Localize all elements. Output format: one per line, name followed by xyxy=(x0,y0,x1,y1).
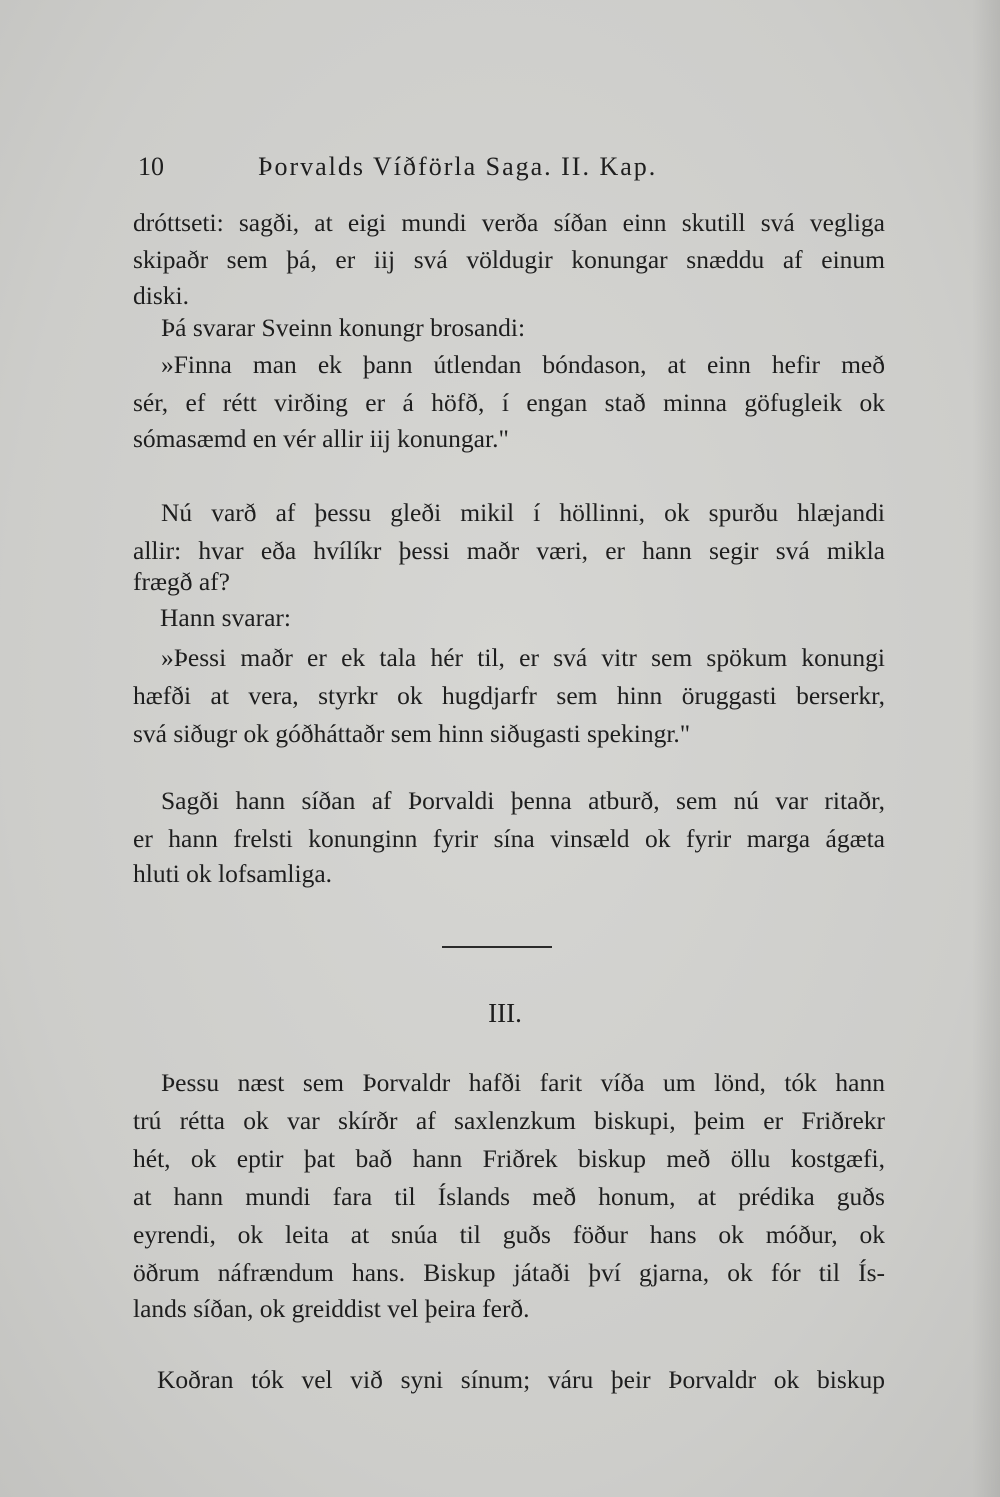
text-line: diski. xyxy=(133,281,189,310)
running-header xyxy=(138,152,878,192)
text-line: Hann svarar: xyxy=(160,603,291,632)
text-line: sómasæmd en vér allir iij konungar." xyxy=(133,424,509,453)
text-line: Nú varð af þessu gleði mikil í höllinni, ok spurðu hlæjandi xyxy=(161,498,885,527)
text-line: hæfði at vera, styrkr ok hugdjarfr sem hinn öruggasti berserkr, xyxy=(133,681,885,710)
text-line: Sagði hann síðan af Þorvaldi þenna atburð, sem nú var ritaðr, xyxy=(161,786,885,815)
page-number: 10 xyxy=(138,152,164,181)
text-line: sér, ef rétt virðing er á höfð, í engan stað minna göfugleik ok xyxy=(133,388,885,417)
text-line: svá siðugr ok góðháttaðr sem hinn siðugasti spekingr." xyxy=(133,719,691,748)
text-line: »Þessi maðr er ek tala hér til, er svá vitr sem spökum konungi xyxy=(161,643,885,672)
text-line: allir: hvar eða hvílíkr þessi maðr væri, er hann segir svá mikla xyxy=(133,536,885,565)
text-line: öðrum náfrændum hans. Biskup játaði því gjarna, ok fór til Ís- xyxy=(133,1258,885,1287)
text-line: trú rétta ok var skírðr af saxlenzkum biskupi, þeim er Friðrekr xyxy=(133,1106,885,1135)
text-line: hluti ok lofsamliga. xyxy=(133,859,333,888)
running-title: Þorvalds Víðförla Saga. II. Kap. xyxy=(258,152,658,181)
text-line: Koðran tók vel við syni sínum; váru þeir Þorvaldr ok biskup xyxy=(157,1365,885,1394)
text-line: Þessu næst sem Þorvaldr hafði farit víða um lönd, tók hann xyxy=(161,1068,885,1097)
text-line: eyrendi, ok leita at snúa til guðs föður hans ok móður, ok xyxy=(133,1220,885,1249)
text-line: hét, ok eptir þat bað hann Friðrek biskup með öllu kostgæfi, xyxy=(133,1144,885,1173)
text-line: frægð af? xyxy=(133,567,230,596)
text-line: Þá svarar Sveinn konungr brosandi: xyxy=(161,313,526,342)
text-line: »Finna man ek þann útlendan bóndason, at einn hefir með xyxy=(161,350,885,379)
page-edge-shadow xyxy=(972,0,1000,1497)
section-divider xyxy=(442,946,552,948)
text-line: er hann frelsti konunginn fyrir sína vinsæld ok fyrir marga ágæta xyxy=(133,824,885,853)
text-line: lands síðan, ok greiddist vel þeira ferð. xyxy=(133,1294,530,1323)
text-line: at hann mundi fara til Íslands með honum, at prédika guðs xyxy=(133,1182,885,1211)
text-line: skipaðr sem þá, er iij svá völdugir konungar snæddu af einum xyxy=(133,245,885,274)
text-line: dróttseti: sagði, at eigi mundi verða síðan einn skutill svá vegliga xyxy=(133,208,885,237)
chapter-heading: III. xyxy=(488,998,522,1028)
